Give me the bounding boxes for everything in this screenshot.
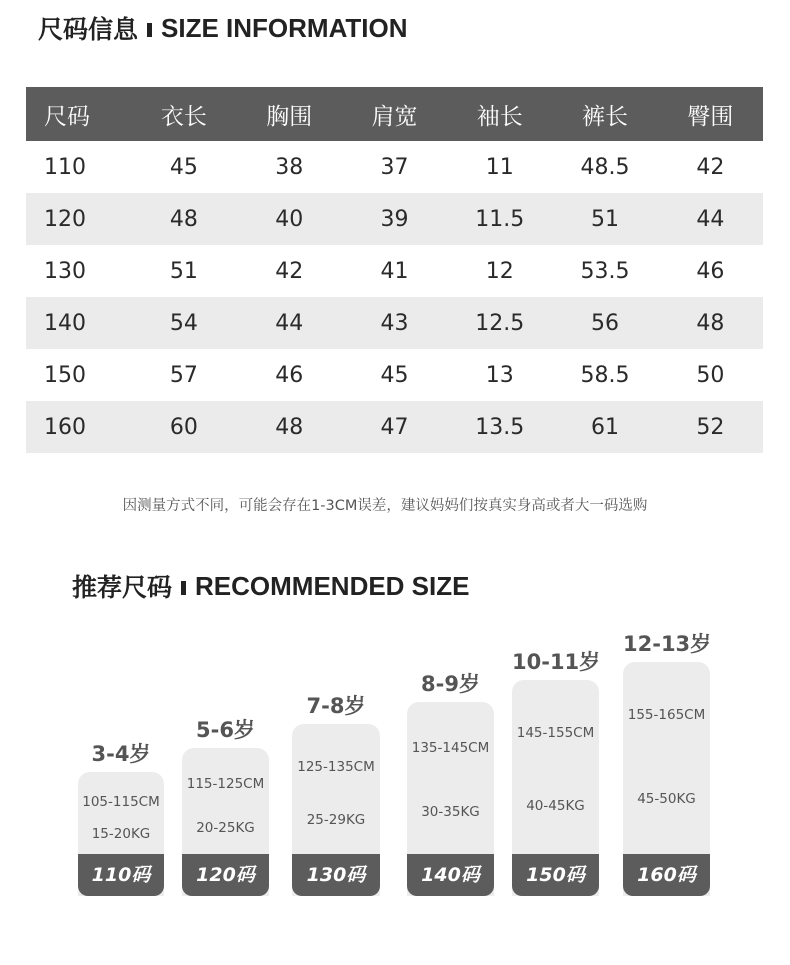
header-cell: 尺码 [26,87,131,141]
card-age-label: 5-6岁 [196,718,255,742]
table-cell: 40 [237,193,342,245]
table-cell: 51 [169,258,198,284]
header-cell: 胸围 [237,87,342,141]
table-cell: 11 [485,154,514,180]
table-cell: 43 [342,297,447,349]
table-cell: 41 [380,258,409,284]
table-cell: 140 [26,297,131,349]
size-card [512,646,599,896]
table-cell: 120 [26,193,131,245]
table-cell: 48 [237,401,342,453]
table-cell: 58.5 [580,362,630,388]
header-cell: 臀围 [658,87,763,141]
table-cell: 13.5 [447,401,552,453]
recommended-title-en: RECOMMENDED SIZE [195,570,470,601]
header-cell: 肩宽 [342,87,447,141]
table-cell: 46 [696,258,725,284]
table-cell: 150 [44,362,86,388]
table-cell: 12 [485,258,514,284]
table-cell: 110 [44,154,86,180]
table-cell: 42 [696,154,725,180]
card-height-range: 155-165CM [627,707,706,723]
table-cell: 130 [44,258,86,284]
table-cell: 47 [342,401,447,453]
header-cell: 衣长 [131,87,236,141]
card-body [512,680,599,896]
table-row [26,141,763,193]
card-size-label: 120码 [182,854,269,896]
card-height-range: 125-135CM [297,759,375,775]
card-size-label: 140码 [407,854,494,896]
table-cell: 48 [658,297,763,349]
card-weight-range: 30-35KG [421,804,480,820]
card-weight-range: 15-20KG [91,826,151,842]
card-height-range: 145-155CM [516,725,595,741]
card-size-label: 160码 [623,854,710,896]
table-cell: 57 [169,362,198,388]
card-weight-range: 45-50KG [637,791,696,807]
table-row [26,349,763,401]
table-cell: 12.5 [447,297,552,349]
size-information-title [38,10,408,46]
size-card [623,628,710,896]
card-body [182,748,269,896]
table-row [26,245,763,297]
header-cell: 袖长 [447,87,552,141]
table-cell: 160 [26,401,131,453]
table-cell: 13 [485,362,514,388]
card-age-label: 12-13岁 [623,632,712,656]
table-cell: 52 [658,401,763,453]
card-weight-range: 40-45KG [526,798,585,814]
card-height-range: 135-145CM [411,740,490,756]
table-cell: 60 [131,401,236,453]
card-weight-range: 25-29KG [306,812,366,828]
table-cell: 48 [131,193,236,245]
card-size-label: 110码 [78,854,164,896]
table-body [26,141,763,453]
card-height-range: 115-125CM [186,776,265,792]
table-cell: 46 [275,362,304,388]
table-cell: 11.5 [447,193,552,245]
table-cell: 54 [131,297,236,349]
recommended-size-title [72,568,469,604]
card-body [292,724,380,896]
measurement-note: 因测量方式不同，可能会存在1-3CM误差，建议妈妈们按真实身高或者大一码选购 [122,498,648,514]
card-body [623,662,710,896]
table-cell: 44 [658,193,763,245]
table-cell: 53.5 [580,258,630,284]
table-cell: 38 [275,154,304,180]
card-size-label: 150码 [512,854,599,896]
table-row [26,193,763,245]
card-weight-range: 20-25KG [196,820,255,836]
table-cell: 50 [696,362,725,388]
size-card [78,738,164,896]
table-cell: 61 [552,401,657,453]
title-divider-bar [181,581,186,595]
size-table [26,87,763,453]
recommended-title-cn: 推荐尺码 [72,573,173,602]
table-cell: 42 [275,258,304,284]
table-header-row [26,87,763,141]
table-row [26,401,763,453]
card-age-label: 10-11岁 [512,650,601,674]
card-body [407,702,494,896]
card-body [78,772,164,896]
size-title-en: SIZE INFORMATION [161,12,408,43]
size-card [182,714,269,896]
table-cell: 56 [552,297,657,349]
table-cell: 45 [169,154,198,180]
table-cell: 37 [380,154,409,180]
size-card [292,690,380,896]
card-height-range: 105-115CM [82,794,160,810]
size-card [407,668,494,896]
card-age-label: 3-4岁 [91,742,151,766]
table-cell: 48.5 [580,154,630,180]
title-divider-bar [147,23,152,37]
card-age-label: 7-8岁 [306,694,366,718]
size-title-cn: 尺码信息 [38,15,139,44]
card-age-label: 8-9岁 [421,672,480,696]
header-cell: 裤长 [552,87,657,141]
card-size-label: 130码 [292,854,380,896]
table-cell: 45 [380,362,409,388]
table-row [26,297,763,349]
table-cell: 51 [552,193,657,245]
table-cell: 39 [342,193,447,245]
table-cell: 44 [237,297,342,349]
